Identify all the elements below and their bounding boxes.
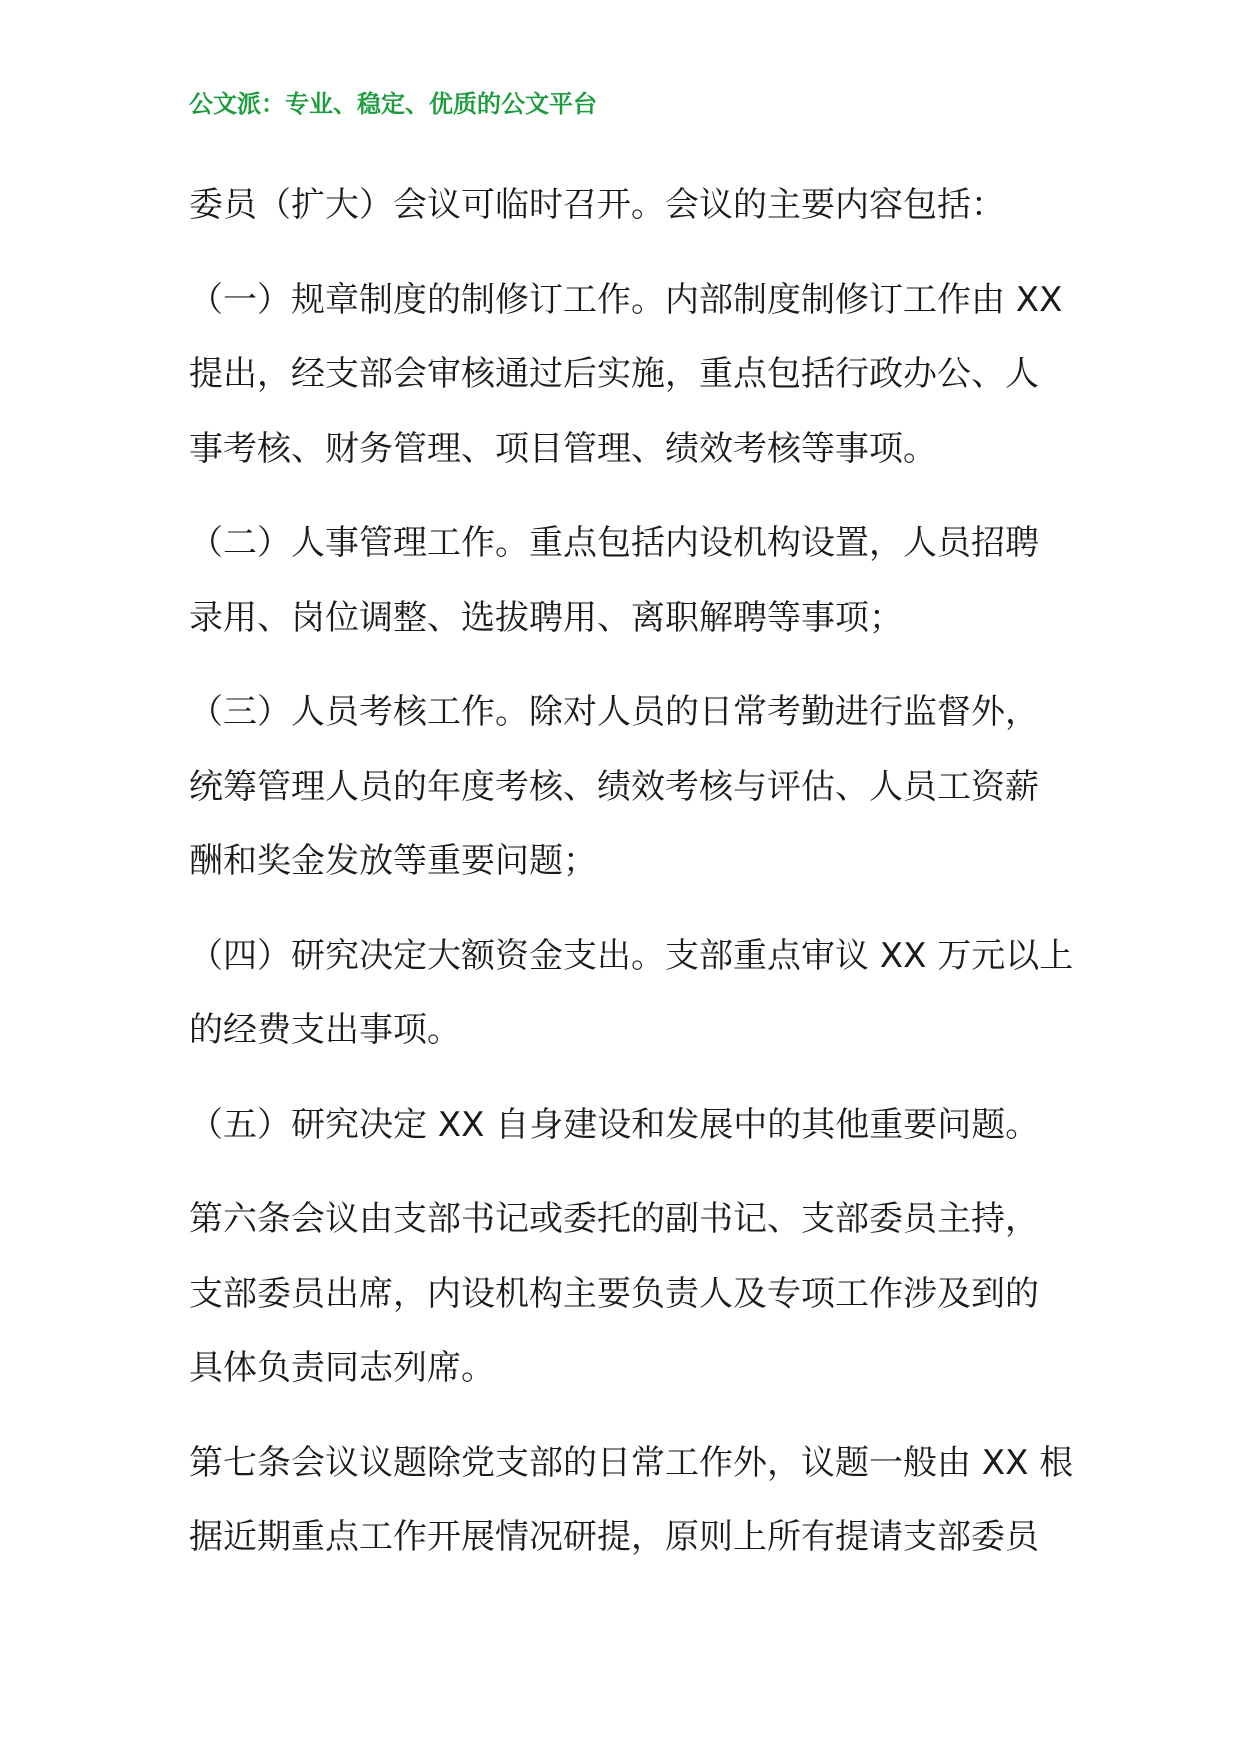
text-line: （三）人员考核工作。除对人员的日常考勤进行监督外， xyxy=(189,692,1039,732)
text-line: （二）人事管理工作。重点包括内设机构设置，人员招聘 xyxy=(189,523,1039,563)
paragraph-item-4 xyxy=(189,919,1074,1068)
text-line: 事考核、财务管理、项目管理、绩效考核等事项。 xyxy=(189,428,937,469)
text-line: 酬和奖金发放等重要问题； xyxy=(189,841,597,881)
text-line: 统筹管理人员的年度考核、绩效考核与评估、人员工资薪 xyxy=(189,766,1039,807)
document-body xyxy=(189,168,1074,1595)
text-line: 具体负责同志列席。 xyxy=(189,1348,495,1388)
paragraph-item-1 xyxy=(189,263,1069,487)
text-line: 第七条会议议题除党支部的日常工作外，议题一般由 XX 根 xyxy=(189,1442,1074,1483)
text-line: 委员（扩大）会议可临时召开。会议的主要内容包括： xyxy=(189,185,1005,225)
text-line: 支部委员出席，内设机构主要负责人及专项工作涉及到的 xyxy=(189,1273,1039,1314)
text-line: 录用、岗位调整、选拔聘用、离职解聘等事项； xyxy=(189,597,903,638)
text-line: （五）研究决定 XX 自身建设和发展中的其他重要问题。 xyxy=(189,1104,1040,1145)
paragraph-article-7 xyxy=(189,1426,1074,1575)
paragraph-item-3 xyxy=(189,675,1069,899)
paragraph-article-6 xyxy=(189,1182,1069,1406)
text-line: 第六条会议由支部书记或委托的副书记、支部委员主持， xyxy=(189,1199,1039,1239)
paragraph-item-5 xyxy=(189,1088,1069,1163)
page-header: 公文派：专业、稳定、优质的公文平台 xyxy=(189,89,597,118)
text-line: （四）研究决定大额资金支出。支部重点审议 XX 万元以上 xyxy=(189,935,1074,976)
text-line: 据近期重点工作开展情况研提，原则上所有提请支部委员 xyxy=(189,1517,1039,1557)
text-line: 的经费支出事项。 xyxy=(189,1010,461,1050)
paragraph-item-2 xyxy=(189,506,1069,655)
text-line: （一）规章制度的制修订工作。内部制度制修订工作由 XX xyxy=(189,279,1063,320)
paragraph-intro xyxy=(189,168,1069,243)
text-line: 提出，经支部会审核通过后实施，重点包括行政办公、人 xyxy=(189,354,1039,394)
